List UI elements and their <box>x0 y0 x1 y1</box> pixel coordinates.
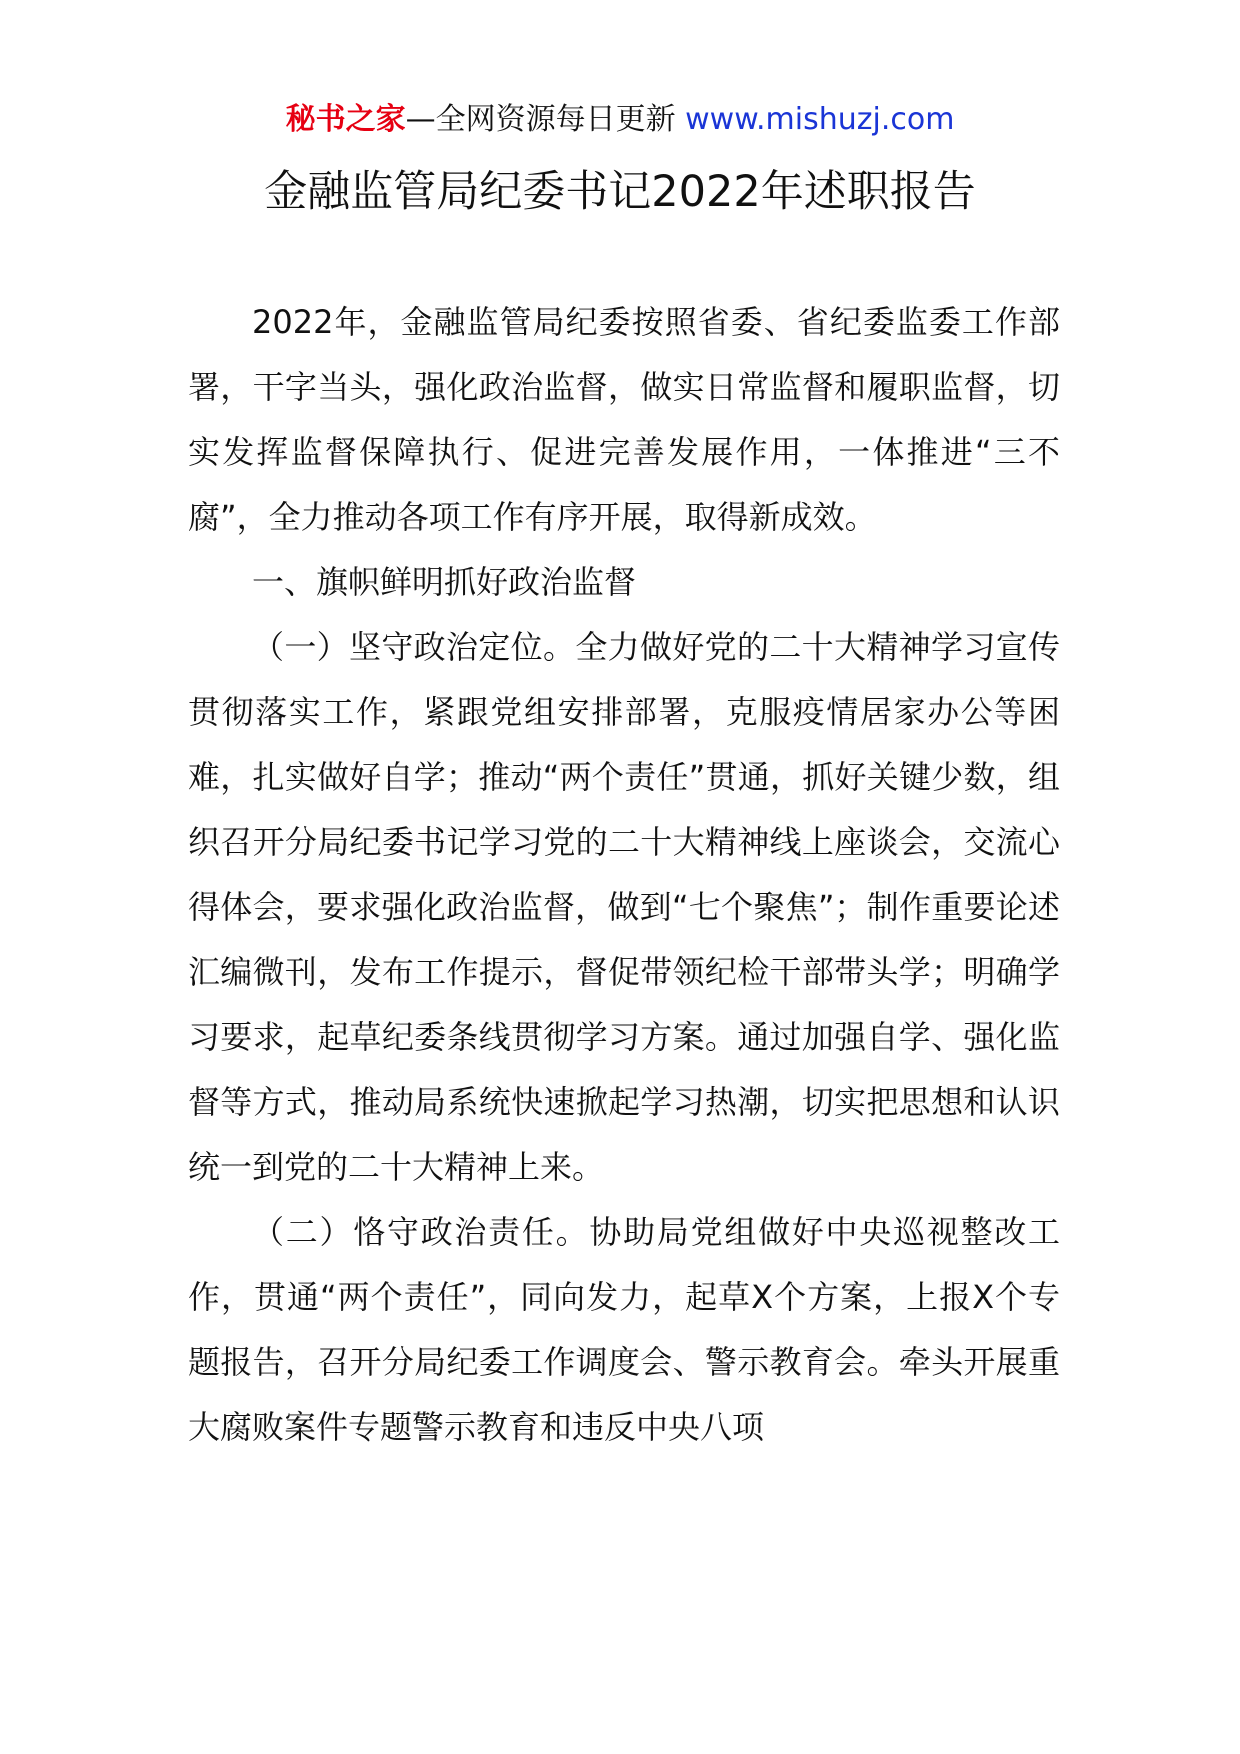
body-paragraph: （一）坚守政治定位。全力做好党的二十大精神学习宣传贯彻落实工作，紧跟党组安排部署，克服疫情居家办公等困难，扎实做好自学；推动“两个责任”贯通，抓好关键少数，组织召开分局纪委书记学习党的二十大精神线上座谈会，交流心得体会，要求强化政治监督，做到“七个聚焦”；制作重要论述汇编微刊，发布工作提示，督促带领纪检干部带头学；明确学习要求，起草纪委条线贯彻学习方案。通过加强自学、强化监督等方式，推动局系统快速掀起学习热潮，切实把思想和认识统一到党的二十大精神上来。 <box>188 628 1060 1186</box>
body-paragraph: （二）恪守政治责任。协助局党组做好中央巡视整改工作，贯通“两个责任”，同向发力，起草X个方案，上报X个专题报告，召开分局纪委工作调度会、警示教育会。牵头开展重大腐败案件专题警示教育和违反中央八项 <box>188 1213 1060 1446</box>
section-heading-1: 一、旗帜鲜明抓好政治监督 <box>252 563 637 601</box>
site-url-link[interactable]: www.mishuzj.com <box>685 102 955 137</box>
intro-paragraph: 2022年，金融监管局纪委按照省委、省纪委监委工作部署，干字当头，强化政治监督，做实日常监督和履职监督，切实发挥监督保障执行、促进完善发展作用，一体推进“三不腐”，全力推动各项工作有序开展，取得新成效。 <box>188 303 1060 536</box>
brand-name: 秘书之家 <box>285 102 406 137</box>
document-body <box>188 290 1060 1460</box>
site-header <box>0 100 1240 140</box>
header-tagline: —全网资源每日更新 <box>405 102 686 137</box>
document-title: 金融监管局纪委书记2022年述职报告 <box>264 167 976 217</box>
